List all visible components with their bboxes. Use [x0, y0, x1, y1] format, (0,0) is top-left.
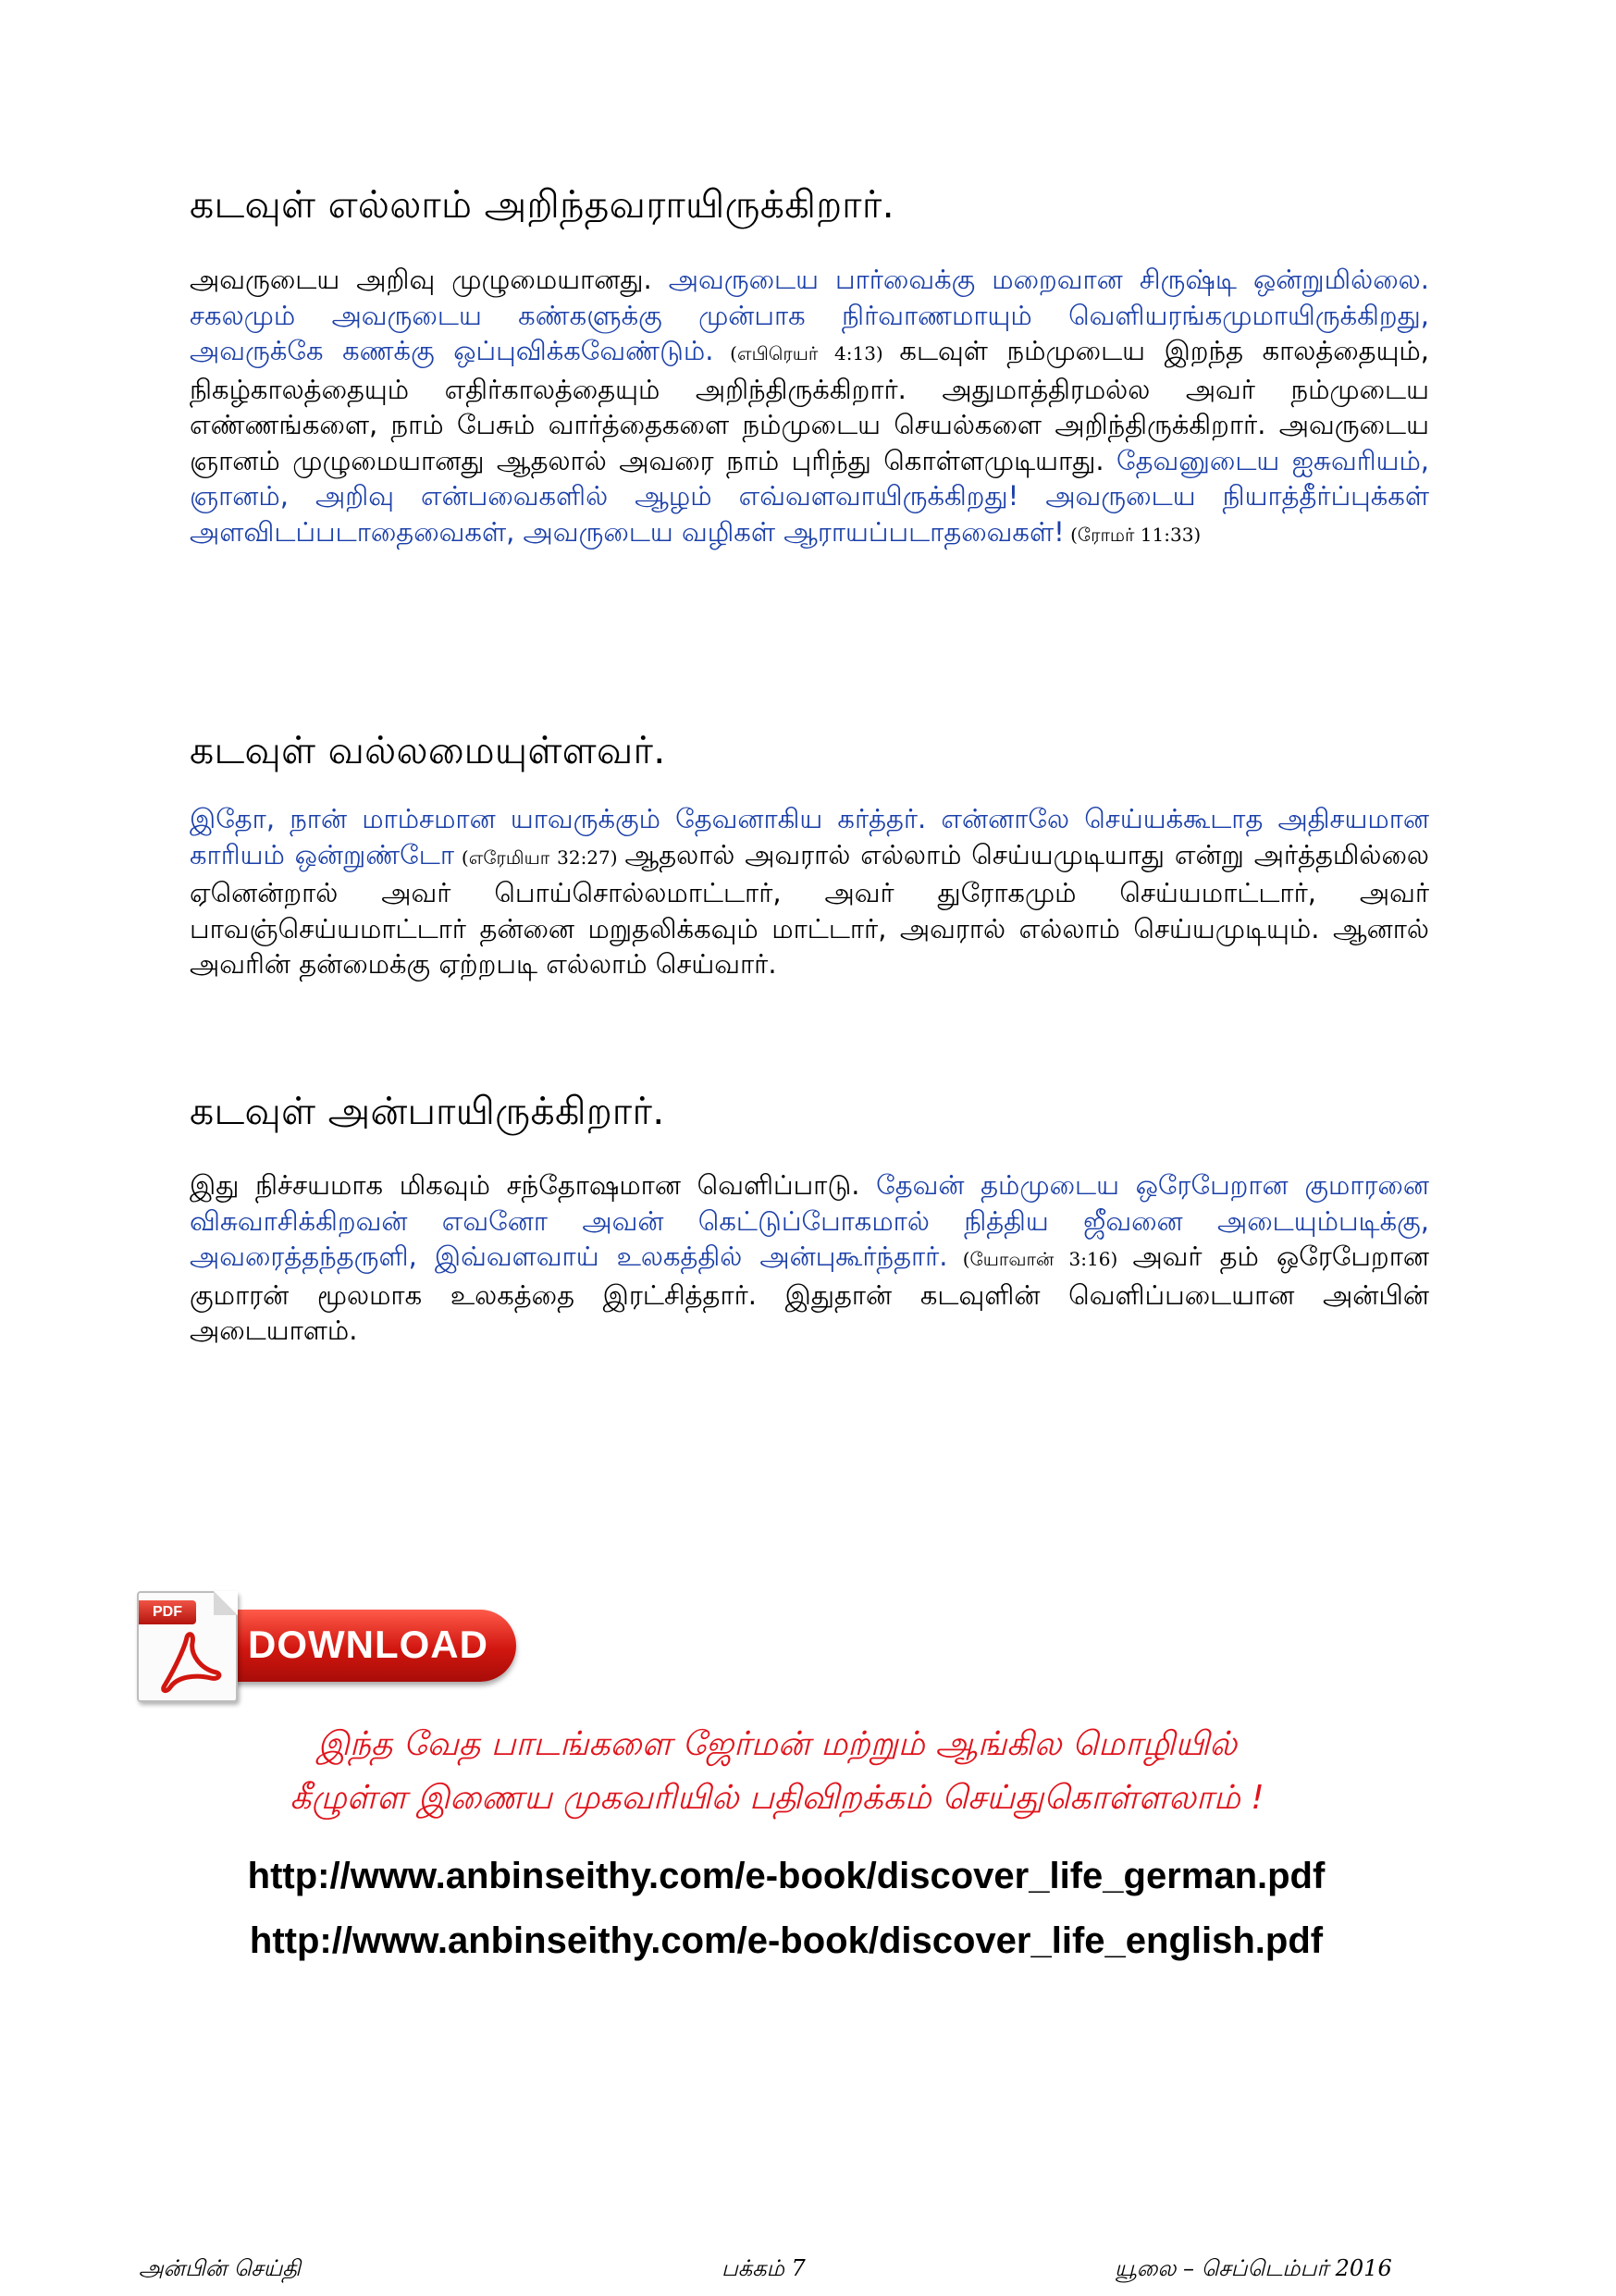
section-body-omniscient	[190, 262, 1429, 552]
scripture-reference: (யோவான் 3:16)	[947, 1248, 1133, 1270]
scripture-reference: (எபிரெயர் 4:13)	[713, 342, 900, 364]
scripture-reference: (எரேமியா 32:27)	[453, 846, 625, 869]
pdf-download-button[interactable]	[128, 1589, 525, 1702]
scripture-quote: இதோ, நான் மாம்சமான யாவருக்கும் தேவனாகிய கர்த்தர். என்னாலே செய்யக்கூடாத அதிசயமான காரியம் ஒன்றுண்டோ	[190, 803, 1429, 870]
section-body-love	[190, 1167, 1429, 1349]
english-pdf-link[interactable]: http://www.anbinseithy.com/e-book/discover_life_english.pdf	[249, 1920, 1324, 1961]
section-heading-almighty: கடவுள் வல்லமையுள்ளவர்.	[190, 728, 666, 772]
footer-publication-name: அன்பின் செய்தி	[139, 2255, 301, 2281]
pdf-tag: PDF	[139, 1600, 196, 1624]
section-heading-omniscient: கடவுள் எல்லாம் அறிந்தவராயிருக்கிறார்.	[190, 182, 894, 227]
section-heading-love: கடவுள் அன்பாயிருக்கிறார்.	[190, 1089, 665, 1133]
scripture-quote: அவருடைய பார்வைக்கு மறைவான சிருஷ்டி ஒன்றுமில்லை. சகலமும் அவருடைய கண்களுக்கு முன்பாக நிர்வாணமாயும் வெளியரங்கமுமாயிருக்கிறது, அவருக்கே கணக்கு ஒப்புவிக்கவேண்டும்.	[190, 264, 1429, 366]
body-text: ஆதலால் அவரால் எல்லாம் செய்யமுடியாது என்று அர்த்தமில்லை ஏனென்றால் அவர் பொய்சொல்லமாட்டார், அவர் துரோகமும் செய்யமாட்டார், அவர் பாவஞ்செய்யமாட்டார் தன்னை மறுதலிக்கவும் மாட்டார், அவரால் எல்லாம் செய்யமுடியும். ஆனால் அவரின் தன்மைக்கு ஏற்றபடி எல்லாம் செய்வார்.	[190, 838, 1429, 980]
footer-page-number: பக்கம் 7	[722, 2255, 806, 2281]
german-pdf-link[interactable]: http://www.anbinseithy.com/e-book/discover_life_german.pdf	[247, 1856, 1326, 1896]
section-body-almighty	[190, 801, 1429, 982]
body-text: அவருடைய அறிவு முழுமையானது.	[190, 264, 669, 295]
download-note-line2: கீழுள்ள இணைய முகவரியில் பதிவிறக்கம் செய்துகொள்ளலாம் !	[290, 1779, 1264, 1817]
body-text: இது நிச்சயமாக மிகவும் சந்தோஷமான வெளிப்பாடு.	[190, 1169, 877, 1201]
download-label: DOWNLOAD	[248, 1623, 488, 1666]
scripture-quote: தேவன் தம்முடைய ஒரேபேறான குமாரனை விசுவாசிக்கிறவன் எவனோ அவன் கெட்டுப்போகமால் நித்திய ஜீவனை அடையும்படிக்கு, அவரைத்தந்தருளி, இவ்வளவாய் உலகத்தில் அன்புகூர்ந்தார்.	[190, 1169, 1429, 1272]
download-note-line1: இந்த வேத பாடங்களை ஜேர்மன் மற்றும் ஆங்கில மொழியில்	[316, 1725, 1238, 1763]
page-fold	[214, 1591, 238, 1615]
footer-issue-date: யூலை – செப்டெம்பர் 2016	[1115, 2255, 1392, 2281]
acrobat-pdf-icon	[157, 1630, 222, 1695]
scripture-reference: (ரோமர் 11:33)	[1064, 523, 1202, 546]
pdf-document-icon	[137, 1591, 238, 1702]
scripture-quote: தேவனுடைய ஐசுவரியம், ஞானம், அறிவு என்பவைகளில் ஆழம் எவ்வளவாயிருக்கிறது! அவருடைய நியாத்தீர்ப்புக்கள் அளவிடப்படாதைவைகள், அவருடைய வழிகள் ஆராயப்படாதவைகள்!	[190, 444, 1429, 548]
body-text: கடவுள் நம்முடைய இறந்த காலத்தையும், நிகழ்காலத்தையும் எதிர்காலத்தையும் அறிந்திருக்கிறார். அதுமாத்திரமல்ல அவர் நம்முடைய எண்ணங்களை, நாம் பேசும் வார்த்தைகளை நம்முடைய செயல்களை அறிந்திருக்கிறார். அவருடைய ஞானம் முழுமையானது ஆதலால் அவரை நாம் புரிந்து கொள்ளமுடியாது.	[190, 335, 1429, 476]
body-text: அவர் தம் ஒரேபேறான குமாரன் மூலமாக உலகத்தை இரட்சித்தார். இதுதான் கடவுளின் வெளிப்படையான அன்பின் அடையாளம்.	[190, 1241, 1429, 1346]
